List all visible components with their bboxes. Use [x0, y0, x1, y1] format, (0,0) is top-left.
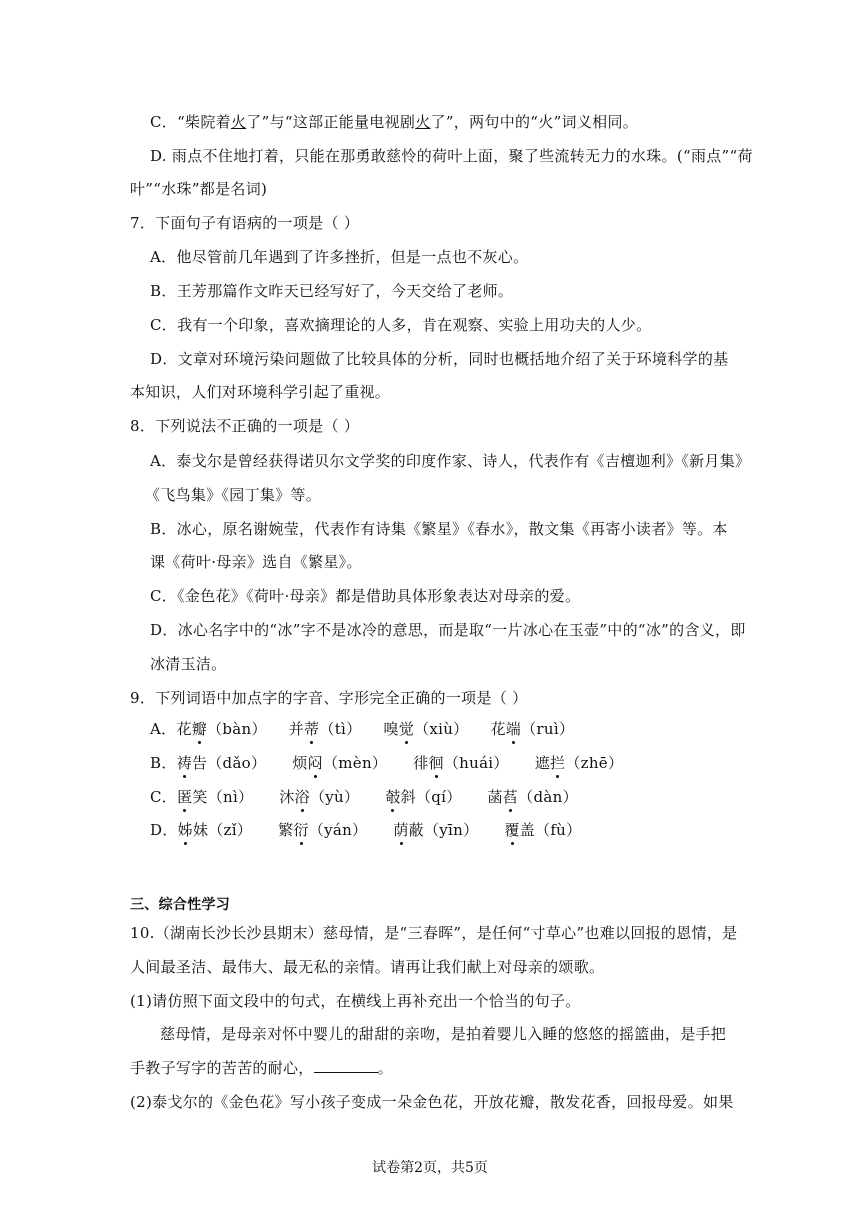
q8-option-a-line2: 《飞鸟集》《园丁集》等。	[145, 486, 322, 504]
q7-stem: 7．下面句子有语病的一项是（ ）	[130, 214, 360, 232]
q10-stem-line2: 人间最圣洁、最伟大、最无私的亲情。请再让我们献上对母亲的颂歌。	[130, 958, 605, 976]
pinyin: 盖（fù）	[519, 821, 582, 839]
q10-passage-line2	[130, 1058, 393, 1078]
dotted-char: 匿	[177, 788, 193, 806]
q9-option-d	[150, 820, 581, 840]
q8-stem: 8．下列说法不正确的一项是（ ）	[130, 417, 360, 435]
word-char: 花	[176, 720, 192, 738]
text-segment: C．“柴院着	[150, 113, 231, 131]
dotted-char: 闷	[307, 754, 323, 772]
section-3-title: 三、综合性学习	[130, 897, 231, 913]
q7-option-d-line1: D．文章对环境污染问题做了比较具体的分析，同时也概括地介绍了关于环境科学的基	[150, 350, 729, 368]
dotted-char: 祷	[176, 754, 192, 772]
word-char: 沐	[279, 788, 295, 806]
word-char: 菡	[487, 788, 503, 806]
pinyin: 告（dǎo）	[191, 754, 267, 772]
q7-option-a: A．他尽管前几年遇到了许多挫折，但是一点也不灰心。	[150, 248, 529, 266]
text-segment: 。	[377, 1059, 393, 1077]
page-footer: 试卷第2页，共5页	[372, 1160, 488, 1176]
q8-option-d-line2: 冰清玉洁。	[150, 655, 227, 673]
dotted-char: 拦	[550, 754, 566, 772]
q6-option-c	[150, 112, 638, 132]
pinyin: （yán）	[308, 821, 368, 839]
pinyin: 斜（qí）	[400, 788, 462, 806]
q9-option-b	[150, 753, 623, 773]
underlined-word: 火	[230, 113, 247, 131]
word-char: 烦	[292, 754, 308, 772]
q8-option-d-line1: D．冰心名字中的“冰”字不是冰冷的意思，而是取“一片冰心在玉壶”中的“冰”的含义，即	[150, 621, 746, 639]
answer-blank[interactable]	[314, 1058, 378, 1073]
pinyin: （zhē）	[565, 754, 624, 772]
q9-stem: 9．下列词语中加点字的字音、字形完全正确的一项是（ ）	[130, 689, 528, 707]
word-char: 并	[288, 720, 305, 738]
q8-option-b-line2: 课《荷叶·母亲》选自《繁星》。	[150, 553, 362, 571]
word-char: 遮	[534, 754, 551, 772]
word-char: 徘	[413, 754, 429, 772]
dotted-char: 萏	[502, 788, 519, 806]
q7-option-c: C．我有一个印象，喜欢摘理论的人多，肯在观察、实验上用功夫的人少。	[150, 316, 652, 334]
q6-option-d-line1: D. 雨点不住地打着，只能在那勇敢慈怜的荷叶上面，聚了些流转无力的水珠。(“雨点”“荷	[150, 147, 753, 165]
q10-sub2: (2)泰戈尔的《金色花》写小孩子变成一朵金色花，开放花瓣，散发花香，回报母爱。如果	[130, 1093, 734, 1111]
q8-option-b-line1: B．冰心，原名谢婉莹，代表作有诗集《繁星》《春水》，散文集《再寄小读者》等。本	[150, 520, 728, 538]
q10-passage-line1: 慈母情，是母亲对怀中婴儿的甜甜的亲吻，是拍着婴儿入睡的悠悠的摇篮曲，是手把	[160, 1025, 727, 1043]
option-label: D．	[150, 821, 178, 839]
dotted-char: 覆	[504, 821, 520, 839]
option-label: B．	[150, 754, 177, 772]
pinyin: 笑（nì）	[192, 788, 254, 806]
dotted-char: 荫	[393, 821, 409, 839]
pinyin: （tì）	[319, 720, 362, 738]
pinyin: 妹（zǐ）	[192, 821, 253, 839]
q9-option-a	[150, 719, 574, 739]
pinyin: （xiù）	[414, 720, 469, 738]
q8-option-a-line1: A．泰戈尔是曾经获得诺贝尔文学奖的印度作家、诗人，代表作有《吉檀迦利》《新月集》	[150, 452, 751, 470]
pinyin: （dàn）	[518, 788, 578, 806]
dotted-char: 蒂	[304, 720, 320, 738]
option-label: A．	[150, 720, 177, 738]
dotted-char: 端	[505, 720, 522, 738]
q7-option-d-line2: 本知识，人们对环境科学引起了重视。	[130, 383, 391, 401]
dotted-char: 衍	[293, 821, 309, 839]
dotted-char: 浴	[294, 788, 310, 806]
underlined-word: 火	[415, 113, 431, 131]
pinyin: （mèn）	[322, 754, 388, 772]
dotted-char: 徊	[428, 754, 444, 772]
pinyin: 蔽（yīn）	[408, 821, 479, 839]
option-label: C．	[150, 788, 178, 806]
pinyin: （huái）	[443, 754, 509, 772]
dotted-char: 攲	[385, 788, 401, 806]
q10-sub1: (1)请仿照下面文段中的句式，在横线上再补充出一个恰当的句子。	[130, 992, 581, 1010]
pinyin: （yù）	[309, 788, 360, 806]
q7-option-b: B．王芳那篇作文昨天已经写好了，今天交给了老师。	[150, 282, 514, 300]
q8-option-c: C．《金色花》《荷叶·母亲》都是借助具体形象表达对母亲的爱。	[150, 587, 581, 605]
pinyin: （ruì）	[521, 720, 575, 738]
q10-stem-line1: 10.（湖南长沙长沙县期末）慈母情，是“三春晖”，是任何“寸草心”也难以回报的恩情，是	[130, 924, 738, 942]
q6-option-d-line2: 叶”“水珠”都是名词)	[130, 180, 268, 198]
dotted-char: 觉	[398, 720, 415, 738]
dotted-char: 瓣	[191, 720, 208, 738]
text-segment: 了”与“这部正能量电视剧	[246, 113, 416, 131]
q9-option-c	[150, 787, 578, 807]
pinyin: （bàn）	[207, 720, 267, 738]
dotted-char: 姊	[177, 821, 193, 839]
word-char: 嗅	[383, 720, 399, 738]
word-char: 繁	[278, 821, 294, 839]
text-segment: 手教子写字的苦苦的耐心，	[130, 1059, 314, 1077]
text-segment: 了”，两句中的“火”词义相同。	[430, 113, 639, 131]
word-char: 花	[490, 720, 506, 738]
